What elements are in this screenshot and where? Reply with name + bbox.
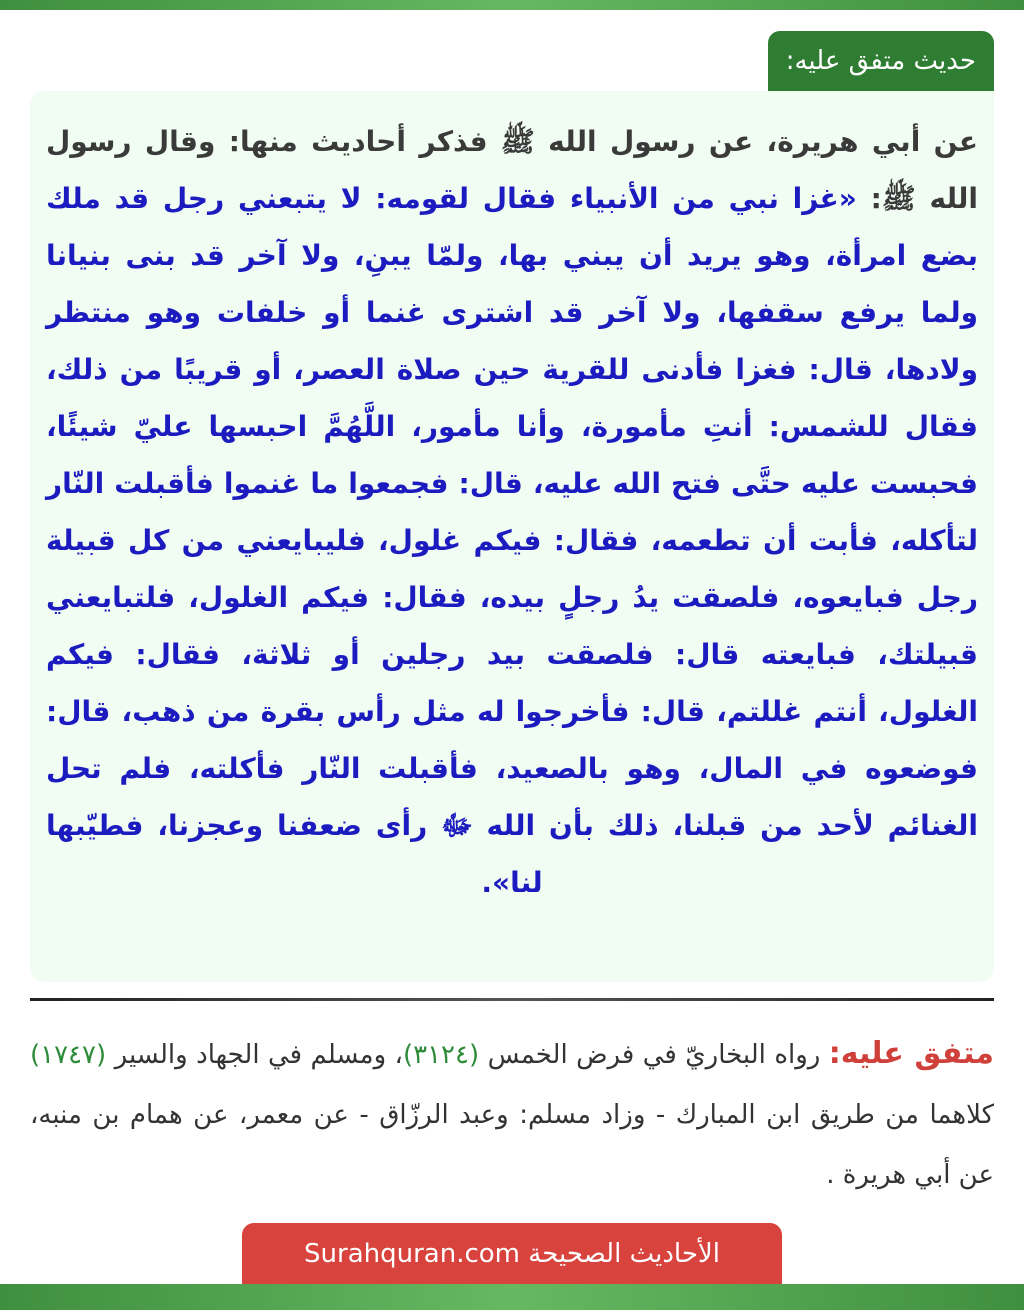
takhrij-paragraph: [30, 1024, 994, 1205]
takhrij-part-3: كلاهما من طريق ابن المبارك - وزاد مسلم: وعبد الرزّاق - عن معمر، عن همام بن منبه، عن أبي هريرة .: [30, 1100, 994, 1190]
takhrij-part-2: ، ومسلم في الجهاد والسير: [106, 1040, 403, 1070]
bukhari-number: (٣١٢٤): [402, 1040, 480, 1070]
hadith-intro: عن أبي هريرة، عن رسول الله ﷺ فذكر أحاديث منها: وقال رسول الله ﷺ:: [46, 125, 978, 215]
hadith-grade: متفق عليه:: [828, 1036, 994, 1071]
muslim-number: (١٧٤٧): [30, 1040, 107, 1070]
hadith-text: «غزا نبي من الأنبياء فقال لقومه: لا يتبعني رجل قد ملك بضع امرأة، وهو يريد أن يبني بها، ولمّا يبنِ، ولا آخر قد بنى بنيانا ولما يرفع سقفها، ولا آخر قد اشترى غنما أو خلفات وهو منتظر ولادها، قال: فغزا فأدنى للقرية حين صلاة العصر، أو قريبًا من ذلك، فقال للشمس: أنتِ مأمورة، وأنا مأمور، اللَّهُمَّ احبسها عليّ شيئًا، فحبست عليه حتَّى فتح الله عليه، قال: فجمعوا ما غنموا فأقبلت النّار لتأكله، فأبت أن تطعمه، فقال: فيكم غلول، فليبايعني من كل قبيلة رجل فبايعوه، فلصقت يدُ رجلٍ بيده، فقال: فيكم الغلول، فلتبايعني قبيلتك، فبايعته قال: فلصقت بيد رجلين أو ثلاثة، فقال: فيكم الغلول، أنتم غللتم، قال: فأخرجوا له مثل رأس بقرة من ذهب، قال: فوضعوه في المال، وهو بالصعيد، فأقبلت النّار فأكلته، فلم تحل الغنائم لأحد من قبلنا، ذلك بأن الله ﷻ رأى ضعفنا وعجزنا، فطيّبها لنا».: [46, 182, 978, 899]
takhrij-part-1: رواه البخاريّ في فرض الخمس: [479, 1040, 829, 1070]
separator-line: [30, 998, 994, 1001]
footer-badge: الأحاديث الصحيحة Surahquran.com: [242, 1223, 782, 1285]
page-title: حديث متفق عليه:: [768, 31, 994, 91]
bottom-decorative-bar: [0, 1284, 1024, 1310]
top-decorative-bar: [0, 0, 1024, 10]
hadith-paragraph: [46, 113, 978, 911]
hadith-box: [30, 91, 994, 982]
